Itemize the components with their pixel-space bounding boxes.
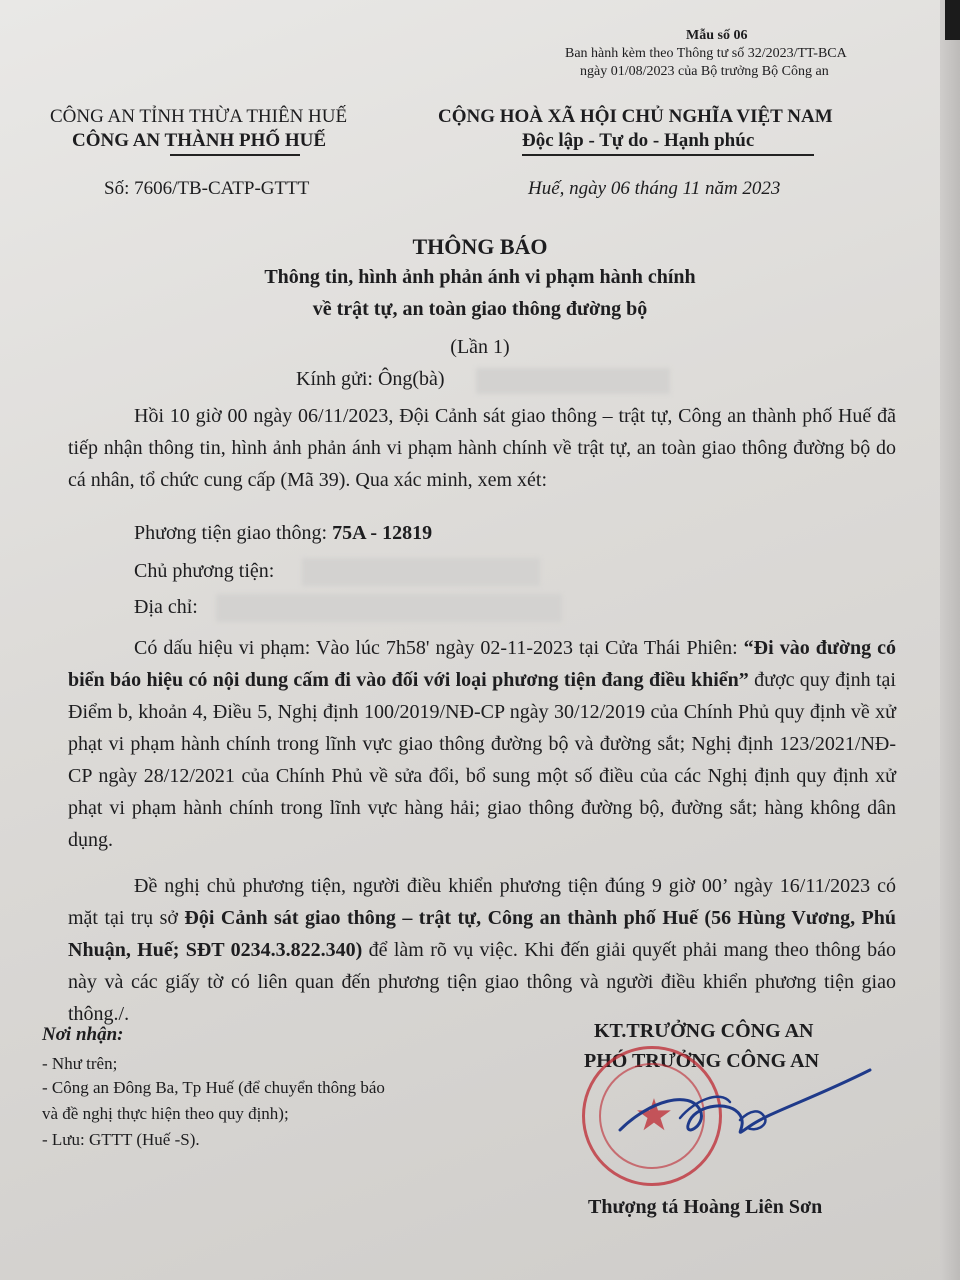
owner-label: Chủ phương tiện: (134, 560, 275, 582)
document-number: Số: 7606/TB-CATP-GTTT (104, 178, 310, 199)
paragraph-request (68, 870, 896, 1030)
vehicle-label: Phương tiện giao thông: (134, 522, 328, 544)
attempt-label: (Lần 1) (450, 336, 510, 358)
request-part-2: để làm rõ vụ việc. Khi đến giải quyết phải mang theo thông báo này và các giấy tờ có liên quan đến phương tiện giao thông và người điều khiển phương tiện giao thông./. (68, 939, 897, 1025)
seal-star-icon: ★ (634, 1091, 674, 1140)
violation-legal-basis: được quy định tại Điểm b, khoản 4, Điều 5, Nghị định 100/2019/NĐ-CP ngày 30/12/2019 của Chính Phủ quy định về xử phạt vi phạm hành chính trong lĩnh vực giao thông đường bộ và đường sắt; Nghị định 123/2021/NĐ-CP ngày 28/12/2021 của Chính Phủ về sửa đổi, bổ sung một số điều của các Nghị định quy định xử phạt vi phạm hành chính trong lĩnh vực hàng hải; giao thông đường bộ, đường sắt; hàng không dân dụng. (68, 669, 896, 851)
vehicle-line (134, 522, 432, 545)
form-number: Mẫu số 06 (686, 28, 748, 43)
handwritten-signature (580, 1060, 880, 1170)
national-motto: Độc lập - Tự do - Hạnh phúc (522, 130, 755, 151)
recipients-line-1: - Như trên; (42, 1054, 118, 1073)
issued-line-1: Ban hành kèm theo Thông tư số 32/2023/TT-BCA (565, 46, 847, 61)
violation-quote: “Đi vào đường có biển báo hiệu có nội dung cấm đi vào đối với loại phương tiện đang điều khiển” (68, 637, 896, 691)
redacted-address (216, 594, 562, 622)
agency-name: CÔNG AN THÀNH PHỐ HUẾ (72, 130, 327, 151)
document-title: THÔNG BÁO (412, 234, 548, 259)
request-part-1: Đề nghị chủ phương tiện, người điều khiển phương tiện đúng 9 giờ 00’ ngày 16/11/2023 có mặt tại trụ sở (68, 875, 896, 929)
paragraph-violation (68, 632, 896, 856)
place-date: Huế, ngày 06 tháng 11 năm 2023 (528, 178, 781, 199)
motto-underline (522, 154, 814, 156)
request-office: Đội Cảnh sát giao thông – trật tự, Công an thành phố Huế (56 Hùng Vương, Phú Nhuận, Huế; SĐT 0234.3.822.340) (68, 907, 897, 961)
address-label: Địa chỉ: (134, 596, 198, 618)
signature-title-2: PHÓ TRƯỞNG CÔNG AN (584, 1050, 820, 1072)
nation-name: CỘNG HOÀ XÃ HỘI CHỦ NGHĨA VIỆT NAM (438, 106, 833, 127)
violation-intro: Có dấu hiệu vi phạm: Vào lúc 7h58' ngày 02-11-2023 tại Cửa Thái Phiên: (134, 637, 738, 659)
page-edge (940, 0, 960, 1280)
issued-line-2: ngày 01/08/2023 của Bộ trưởng Bộ Công an (580, 64, 829, 79)
signer-name: Thượng tá Hoàng Liên Sơn (588, 1196, 823, 1218)
signature-title-1: KT.TRƯỞNG CÔNG AN (594, 1020, 814, 1042)
redacted-owner (302, 558, 540, 586)
recipients-line-2: - Công an Đông Ba, Tp Huế (để chuyển thông báo (42, 1078, 385, 1097)
recipients-heading: Nơi nhận: (42, 1024, 124, 1045)
agency-parent: CÔNG AN TỈNH THỪA THIÊN HUẾ (50, 106, 348, 127)
dark-corner (945, 0, 960, 40)
recipient-label: Kính gửi: Ông(bà) (296, 368, 445, 390)
document-subtitle-1: Thông tin, hình ảnh phản ánh vi phạm hành chính (264, 266, 696, 288)
recipients-line-4: - Lưu: GTTT (Huế -S). (42, 1130, 200, 1149)
paragraph-intro: Hồi 10 giờ 00 ngày 06/11/2023, Đội Cảnh sát giao thông – trật tự, Công an thành phố Huế đã tiếp nhận thông tin, hình ảnh phản ánh vi phạm hành chính về trật tự, an toàn giao thông đường bộ do cá nhân, tổ chức cung cấp (Mã 39). Qua xác minh, xem xét: (68, 405, 896, 491)
agency-underline (170, 154, 300, 156)
redacted-recipient (476, 368, 670, 394)
license-plate: 75A - 12819 (332, 522, 433, 544)
document-subtitle-2: về trật tự, an toàn giao thông đường bộ (312, 298, 648, 320)
recipients-line-3: và đề nghị thực hiện theo quy định); (42, 1104, 289, 1123)
